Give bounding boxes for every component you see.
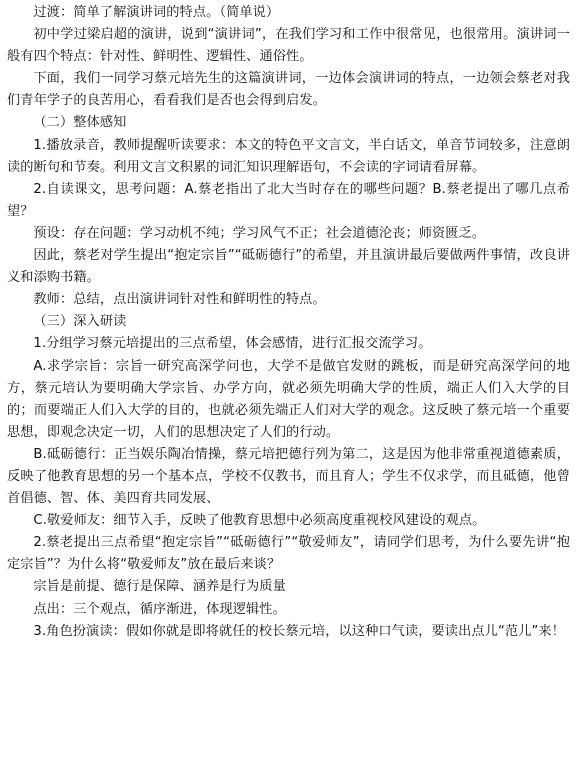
group-study-paragraph: 1.分组学习蔡元培提出的三点希望，体会感情，进行汇报交流学习。 (33, 336, 432, 352)
question-paragraph: 2.蔡老提出三点希望“抱定宗旨”“砥砺德行”“敬爱师友”，请同学们思考，为什么要先讲“抱定宗旨”？为什么将“敬爱师友”放在最后来谈？ (7, 535, 570, 573)
preset-paragraph: 预设：存在问题：学习动机不纯；学习风气不正；社会道德沦丧；师资匮乏。 (33, 225, 486, 241)
teacher-summary-paragraph: 教师：总结，点出演讲词针对性和鲜明性的特点。 (33, 292, 326, 308)
transition-paragraph: 过渡：简单了解演讲词的特点。（简单说） (33, 5, 280, 20)
section-heading-overview: （二）整体感知 (33, 115, 127, 131)
intro-paragraph: 下面，我们一同学习蔡元培先生的这篇演讲词，一边体会演讲词的特点，一边领会蔡老对我们青年学子的良苦用心，看看我们是否也会得到启发。 (7, 71, 570, 109)
section-heading-deep-reading: （三）深入研读 (33, 314, 127, 330)
speech-features-paragraph: 初中学过梁启超的演讲，说到“演讲词”，在我们学习和工作中很常见，也很常用。演讲词一般有四个特点：针对性、鲜明性、逻辑性、通俗性。 (7, 27, 570, 65)
role-play-paragraph: 3.角色扮演读：假如你就是即将就任的校长蔡元培，以这种口气读，要读出点儿“范儿”来！ (33, 623, 565, 639)
point-out-paragraph: 点出：三个观点，循序渐进，体现逻辑性。 (33, 601, 286, 617)
step-2-paragraph: 2.自读课文，思考问题：A.蔡老指出了北大当时存在的哪些问题？B.蔡老提出了哪几点希望？ (7, 181, 570, 219)
purpose-paragraph: 宗旨是前提、德行是保障、涵养是行为质量 (33, 579, 286, 595)
therefore-paragraph: 因此，蔡老对学生提出“抱定宗旨”“砥砺德行”的希望，并且演讲最后要做两件事情，改良讲义和添购书籍。 (7, 248, 570, 286)
point-c-paragraph: C.敬爱师友：细节入手，反映了他教育思想中必须高度重视校风建设的观点。 (33, 513, 486, 529)
point-a-paragraph: A.求学宗旨：宗旨一研究高深学问也，大学不是做官发财的跳板，而是研究高深学问的地方，蔡元培认为要明确大学宗旨、办学方向，就必须先明确大学的性质，端正人们入大学的目的；而要端正人们入大学的目的，也就必须先端正人们对大学的观念。这反映了蔡元培一个重要思想，即观念决定一切，人们的思想决定了人们的行动。 (7, 358, 570, 440)
step-1-paragraph: 1.播放录音，教师提醒听读要求：本文的特色平文言文，半白话文，单音节词较多，注意朗读的断句和节奏。利用文言文积累的词汇知识理解语句，不会读的字词请看屏幕。 (7, 137, 570, 175)
point-b-paragraph: B.砥砺德行：正当娱乐陶冶情操，蔡元培把德行列为第二，这是因为他非常重视道德素质，反映了他教育思想的另一个基本点，学校不仅教书，而且育人；学生不仅求学，而且砥德，他曾首倡德、智、体、美四育共同发展、 (7, 446, 570, 507)
